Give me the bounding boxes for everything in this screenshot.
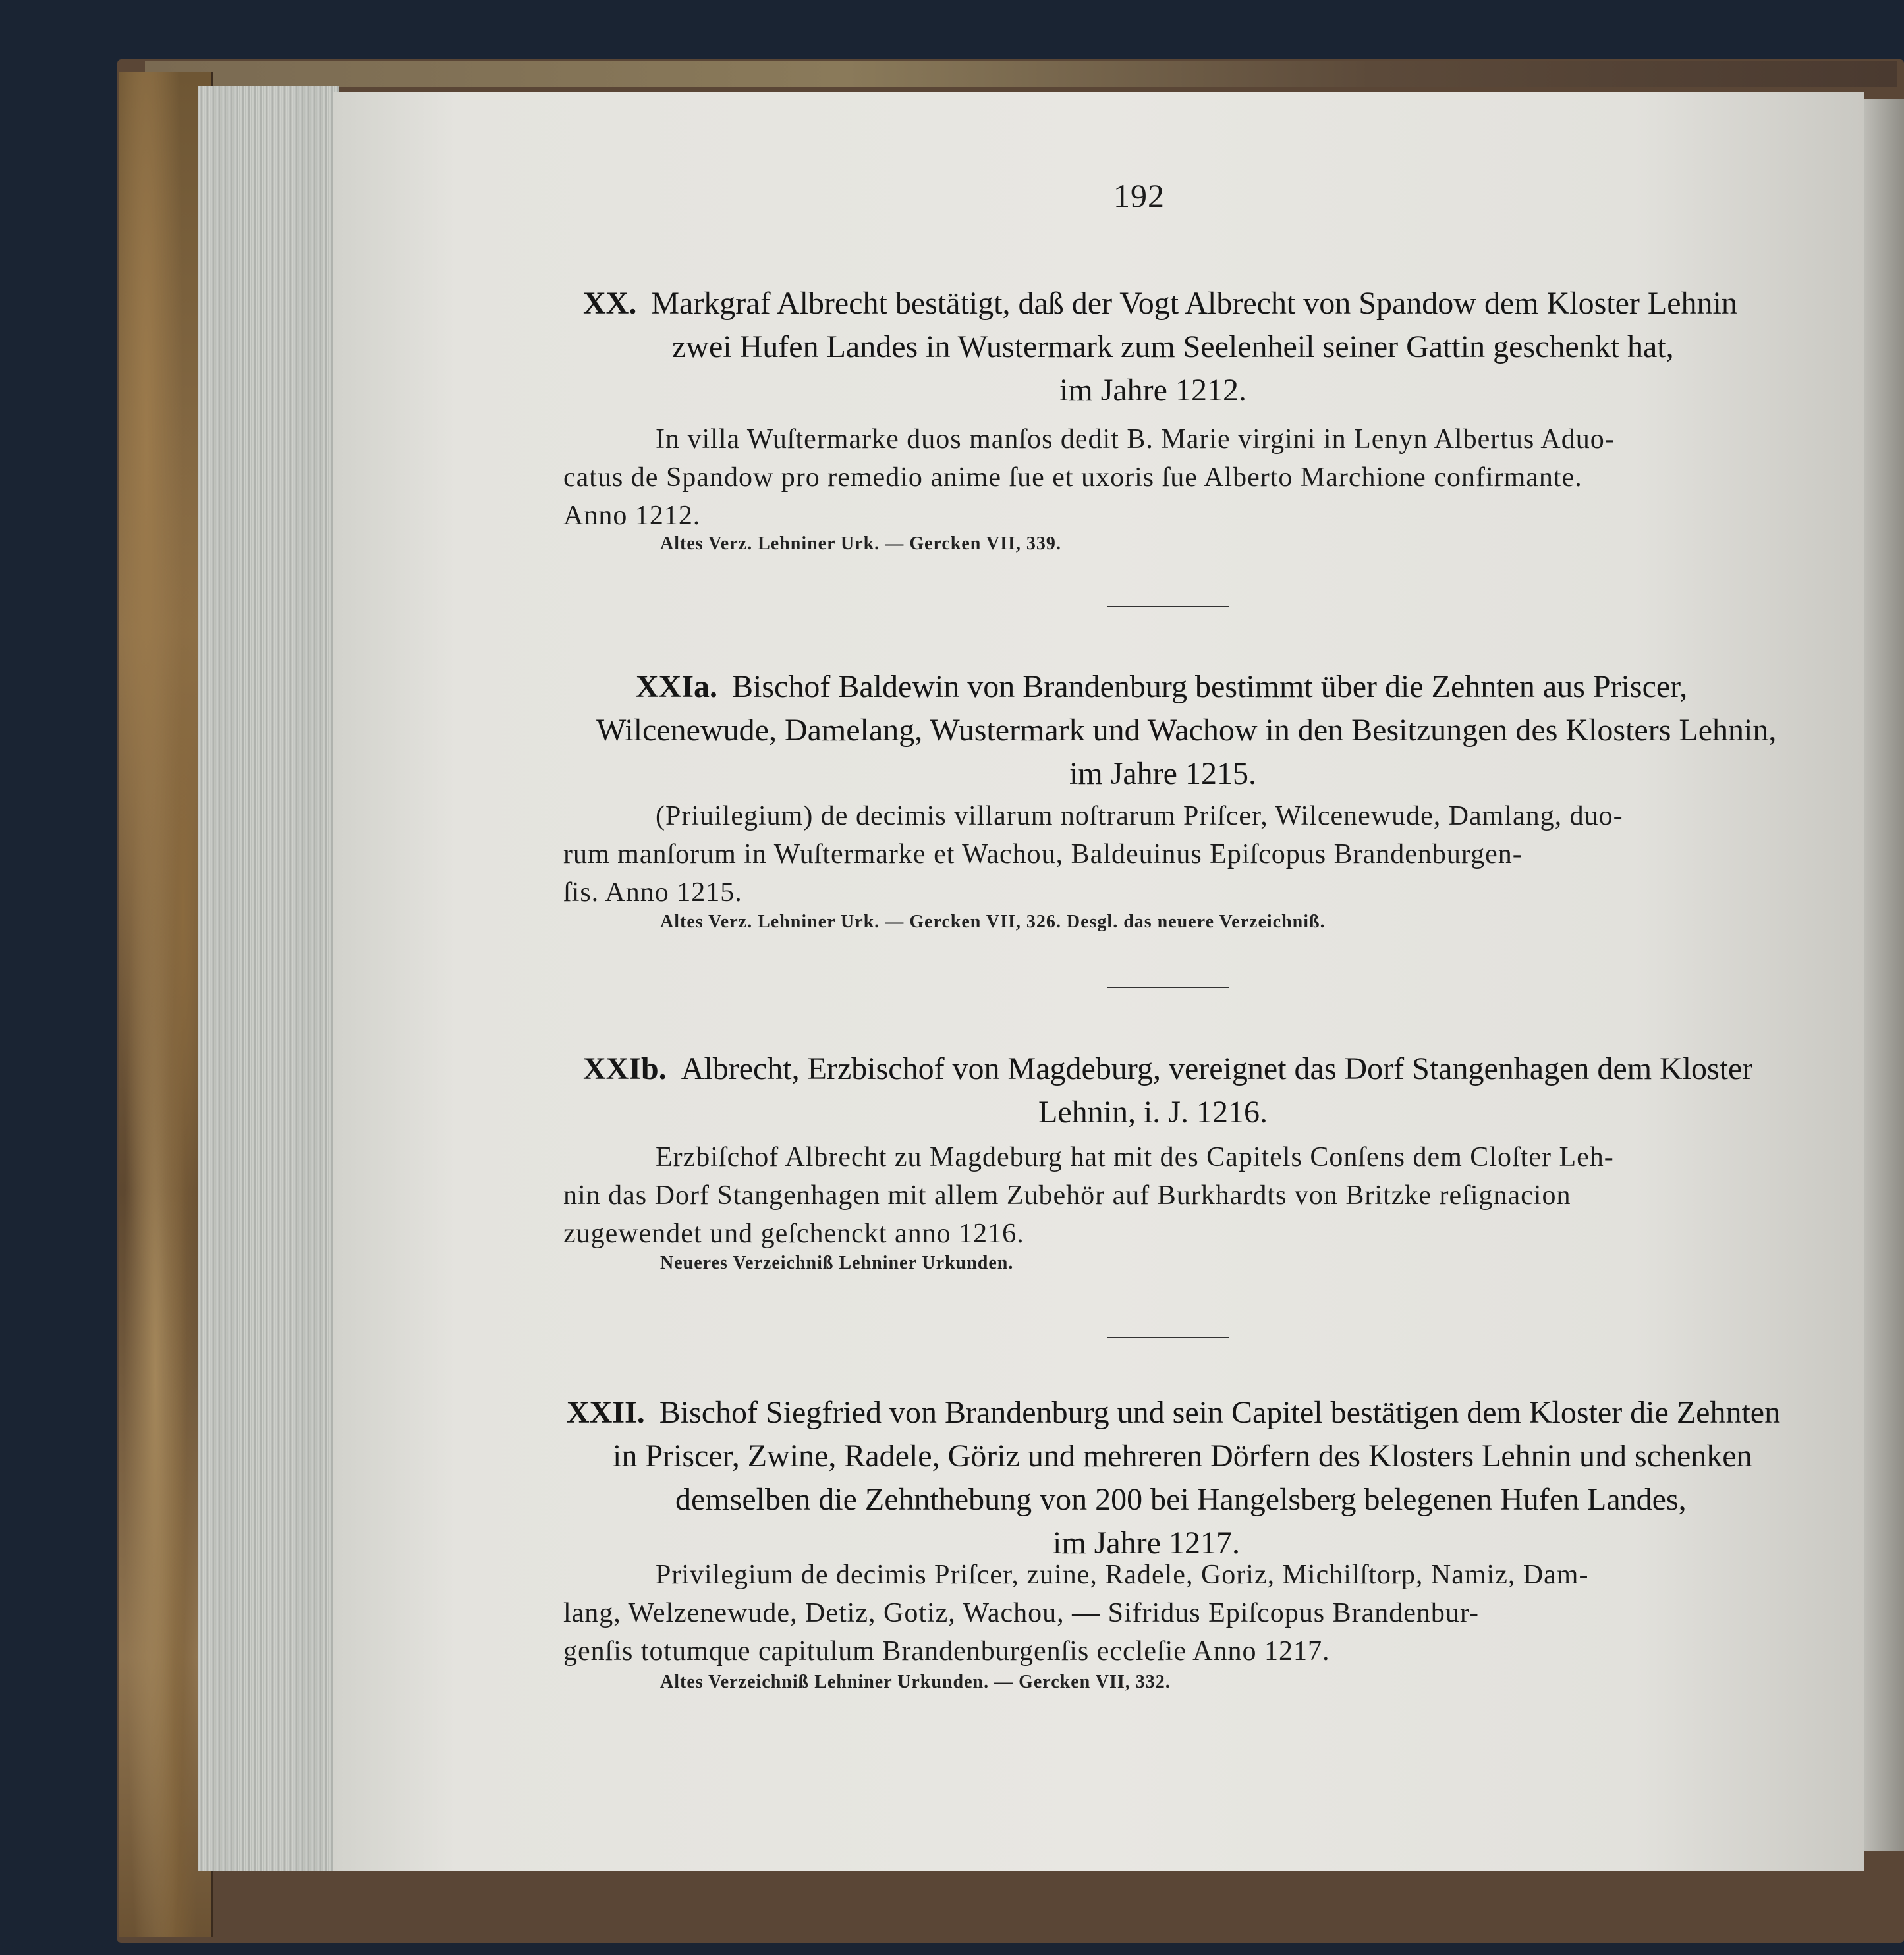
text-line: In villa Wuſtermarke duos manſos dedit B. Marie virgini in Lenyn Albertus Aduo- [656,424,1615,454]
text-line: genſis totumque capitulum Brandenburgenſis eccleſie Anno 1217. [563,1636,1330,1666]
text-line: nin das Dorf Stangenhagen mit allem Zubehör auf Burkhardts von Britzke reſignacion [563,1180,1571,1211]
text-line: (Priuilegium) de decimis villarum noſtrarum Priſcer, Wilcenewude, Damlang, duo- [656,801,1623,831]
text-line: catus de Spandow pro remedio anime ſue et uxoris ſue Alberto Marchione confirmante. [563,462,1582,493]
entry-heading [596,665,1777,796]
entry-text [563,797,1723,912]
heading-line: zwei Hufen Landes in Wustermark zum Seelenheil seiner Gattin geschenkt hat, [672,329,1674,364]
entry-heading [567,1391,1781,1565]
heading-line: Bischof Baldewin von Brandenburg bestimmt über die Zehnten aus Priscer, [732,669,1688,704]
section-divider [1107,1337,1229,1338]
entry-text [563,1556,1723,1670]
text-line: rum manſorum in Wuſtermarke et Wachou, Baldeuinus Epiſcopus Brandenburgen- [563,839,1523,869]
source-citation: Neueres Verzeichniß Lehniner Urkunden. [660,1253,1014,1273]
page-number: 192 [1113,177,1165,214]
text-line: Privilegium de decimis Priſcer, zuine, Radele, Goriz, Michilſtorp, Namiz, Dam- [656,1560,1589,1590]
entry-text [563,1138,1723,1253]
heading-line: in Priscer, Zwine, Radele, Göriz und mehreren Dörfern des Klosters Lehnin und schenken [613,1439,1752,1473]
entry-heading [583,282,1737,412]
source-citation: Altes Verzeichniß Lehniner Urkunden. — Gercken VII, 332. [660,1672,1171,1692]
heading-line: Markgraf Albrecht bestätigt, daß der Vogt Albrecht von Spandow dem Kloster Lehnin [651,286,1737,321]
heading-line: Lehnin, i. J. 1216. [1038,1095,1268,1130]
entry-number: XX. [583,286,637,321]
entry-text [563,420,1723,535]
heading-line: im Jahre 1215. [1069,756,1256,791]
section-divider [1107,606,1229,607]
heading-line: Bischof Siegfried von Brandenburg und sein Capitel bestätigen dem Kloster die Zehnten [659,1395,1781,1430]
text-line: zugewendet und geſchenckt anno 1216. [563,1219,1024,1249]
heading-line: Albrecht, Erzbischof von Magdeburg, vereignet das Dorf Stangenhagen dem Kloster [681,1051,1753,1086]
entry-number: XXII. [567,1395,645,1430]
page-edges [198,86,339,1871]
text-line: Anno 1212. [563,501,701,531]
heading-line: im Jahre 1217. [1053,1526,1240,1560]
source-citation: Altes Verz. Lehniner Urk. — Gercken VII, 326. Desgl. das neuere Verzeichniß. [660,912,1326,932]
text-line: Erzbiſchof Albrecht zu Magdeburg hat mit des Capitels Conſens dem Cloſter Leh- [656,1142,1614,1172]
entry-number: XXIb. [583,1051,667,1086]
entry-heading [583,1047,1753,1134]
book-cover-top-edge [145,61,1897,87]
text-line: ſis. Anno 1215. [563,877,742,908]
heading-line: im Jahre 1212. [1059,373,1246,408]
text-line: lang, Welzenewude, Detiz, Gotiz, Wachou, — Sifridus Epiſcopus Brandenbur- [563,1598,1480,1628]
heading-line: Wilcenewude, Damelang, Wustermark und Wachow in den Besitzungen des Klosters Lehnin, [596,713,1777,748]
entry-number: XXIa. [636,669,718,704]
facing-page-edge [1864,99,1904,1851]
source-citation: Altes Verz. Lehniner Urk. — Gercken VII, 339. [660,534,1061,554]
section-divider [1107,987,1229,988]
heading-line: demselben die Zehnthebung von 200 bei Hangelsberg belegenen Hufen Landes, [675,1482,1687,1517]
